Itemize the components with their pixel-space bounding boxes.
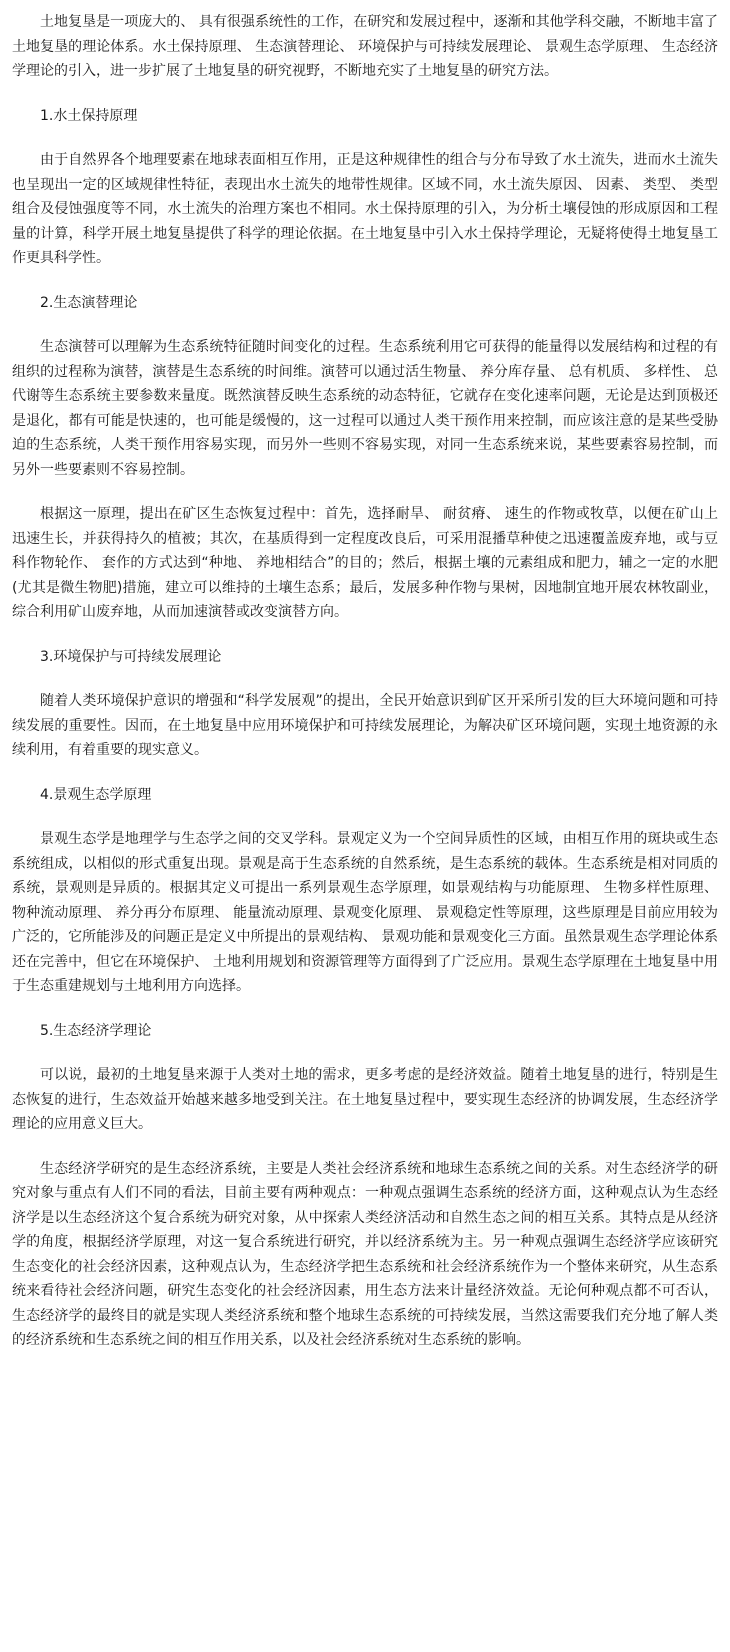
paragraph-sustainable-development: 随着人类环境保护意识的增强和“科学发展观”的提出，全民开始意识到矿区开采所引发的巨大环境问题和可持续发展的重要性。因而，在土地复垦中应用环境保护和可持续发展理论，为解决矿区环境问题，实现土地资源的永续利用，有着重要的现实意义。: [12, 693, 718, 758]
paragraph-ecological-economics-1: 可以说，最初的土地复垦来源于人类对土地的需求，更多考虑的是经济效益。随着土地复垦的进行，特别是生态恢复的进行，生态效益开始越来越多地受到关注。在土地复垦过程中，要实现生态经济的协调发展，生态经济学理论的应用意义巨大。: [12, 1067, 718, 1132]
paragraph-ecological-succession-2: 根据这一原理，提出在矿区生态恢复过程中：首先，选择耐旱、 耐贫瘠、 速生的作物或牧草，以便在矿山上迅速生长，并获得持久的植被；其次，在基质得到一定程度改良后，可采用混播草种使之迅速覆盖废弃地，或与豆科作物轮作、 套作的方式达到“种地、 养地相结合”的目的；然后，根据土壤的元素组成和肥力，辅之一定的水肥(尤其是微生物肥)措施，建立可以维持的土壤生态系；最后，发展多种作物与果树，因地制宜地开展农林牧副业，综合利用矿山废弃地，从而加速演替或改变演替方向。: [12, 506, 718, 620]
section-heading-landscape-ecology: 4.景观生态学原理: [40, 786, 152, 803]
paragraph-soil-conservation: 由于自然界各个地理要素在地球表面相互作用，正是这种规律性的组合与分布导致了水土流失，进而水土流失也呈现出一定的区域规律性特征，表现出水土流失的地带性规律。区域不同，水土流失原因、 因素、 类型、 类型组合及侵蚀强度等不同，水土流失的治理方案也不相同。水土保持原理的引入，为分析土壤侵蚀的形成原因和工程量的计算，科学开展土地复垦提供了科学的理论依据。在土地复垦中引入水土保持学理论，无疑将使得土地复垦工作更具科学性。: [12, 152, 718, 266]
paragraph-ecological-succession-1: 生态演替可以理解为生态系统特征随时间变化的过程。生态系统利用它可获得的能量得以发展结构和过程的有组织的过程称为演替，演替是生态系统的时间维。演替可以通过活生物量、 养分库存量、 总有机质、 多样性、 总代谢等生态系统主要参数来量度。既然演替反映生态系统的动态特征，它就存在变化速率问题，无论是达到顶极还是退化，都有可能是快速的，也可能是缓慢的，这一过程可以通过人类干预作用来控制，而应该注意的是某些受胁迫的生态系统，人类干预作用容易实现，而另外一些则不容易实现，对同一生态系统来说，某些要素容易控制，而另外一些要素则不容易控制。: [12, 339, 718, 478]
paragraph-landscape-ecology: 景观生态学是地理学与生态学之间的交叉学科。景观定义为一个空间异质性的区域，由相互作用的斑块或生态系统组成，以相似的形式重复出现。景观是高于生态系统的自然系统，是生态系统的载体。生态系统是相对同质的系统，景观则是异质的。根据其定义可提出一系列景观生态学原理，如景观结构与功能原理、 生物多样性原理、 物种流动原理、 养分再分布原理、 能量流动原理、景观变化原理、 景观稳定性等原理，这些原理是目前应用较为广泛的，它所能涉及的问题正是定义中所提出的景观结构、 景观功能和景观变化三方面。虽然景观生态学理论体系还在完善中，但它在环境保护、 土地利用规划和资源管理等方面得到了广泛应用。景观生态学原理在土地复垦中用于生态重建规划与土地利用方向选择。: [12, 831, 718, 994]
section-heading-ecological-economics: 5.生态经济学理论: [40, 1022, 152, 1039]
intro-paragraph: 土地复垦是一项庞大的、 具有很强系统性的工作，在研究和发展过程中，逐渐和其他学科交融，不断地丰富了土地复垦的理论体系。水土保持原理、 生态演替理论、 环境保护与可持续发展理论、 景观生态学原理、 生态经济学理论的引入，进一步扩展了土地复垦的研究视野，不断地充实了土地复垦的研究方法。: [12, 14, 718, 79]
article: [12, 0, 718, 1353]
paragraph-ecological-economics-2: 生态经济学研究的是生态经济系统，主要是人类社会经济系统和地球生态系统之间的关系。对生态经济学的研究对象与重点有人们不同的看法，目前主要有两种观点：一种观点强调生态系统的经济方面，这种观点认为生态经济学是以生态经济这个复合系统为研究对象，从中探索人类经济活动和自然生态之间的相互关系。其特点是从经济学的角度，根据经济学原理，对这一复合系统进行研究，并以经济系统为主。另一种观点强调生态经济学应该研究生态变化的社会经济因素，这种观点认为，生态经济学把生态系统和社会经济系统作为一个整体来研究，从生态系统来看待社会经济问题，研究生态变化的社会经济因素，用生态方法来计量经济效益。无论何种观点都不可否认，生态经济学的最终目的就是实现人类经济系统和整个地球生态系统的可持续发展，当然这需要我们充分地了解人类的经济系统和生态系统之间的相互作用关系，以及社会经济系统对生态系统的影响。: [12, 1160, 718, 1348]
section-heading-sustainable-development: 3.环境保护与可持续发展理论: [40, 648, 222, 665]
section-heading-soil-conservation: 1.水土保持原理: [40, 107, 138, 124]
section-heading-ecological-succession: 2.生态演替理论: [40, 294, 138, 311]
